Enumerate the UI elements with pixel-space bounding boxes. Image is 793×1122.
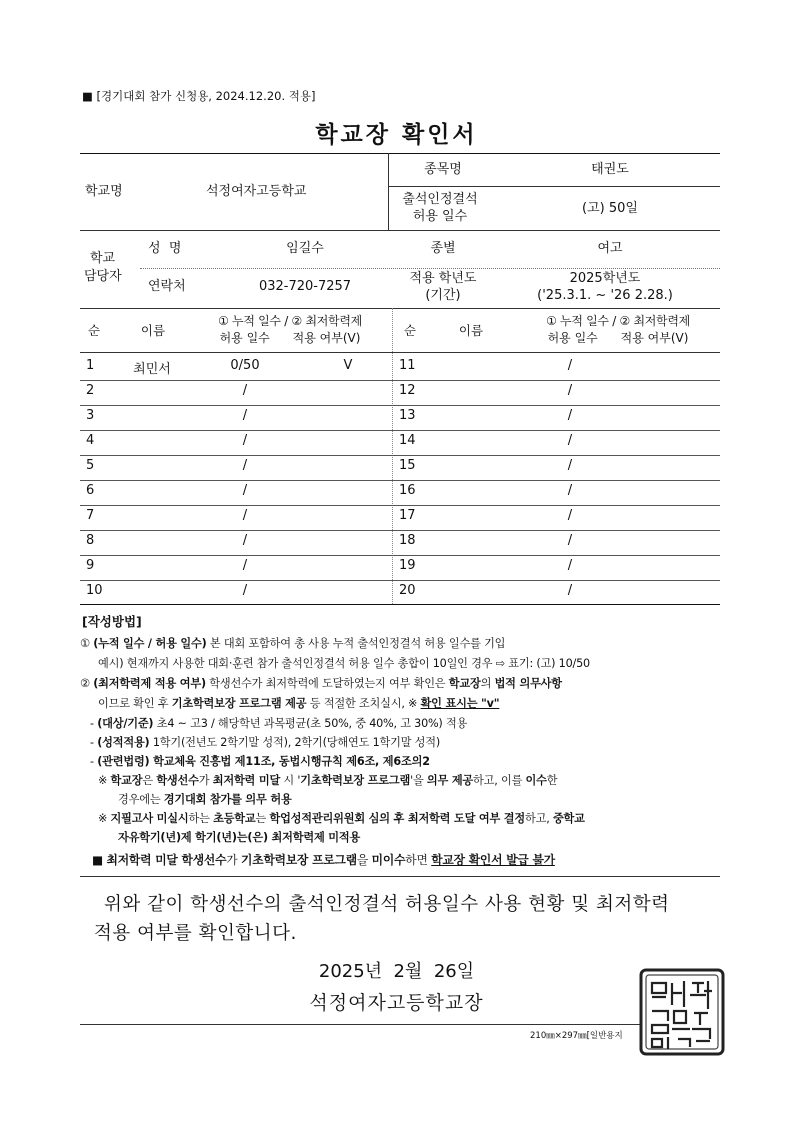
row-days: / xyxy=(567,458,573,473)
allowed-days-label-2: 허용 일수 xyxy=(412,209,468,224)
row-days: / xyxy=(242,583,248,598)
school-label: 학교명 xyxy=(85,184,123,199)
row-number: 6 xyxy=(86,483,95,498)
method-line-10: ※ 지필고사 미실시하는 초등학교는 학업성적관리위원회 심의 후 최저학력 도달 여부 결정하고, 중학교 xyxy=(98,812,585,825)
official-seal-stamp xyxy=(638,967,726,1057)
row-number: 13 xyxy=(399,408,416,423)
school-name: 석정여자고등학교 xyxy=(206,184,307,199)
method-line-5: - (대상/기준) 초4 ~ 고3 / 해당학년 과목평균(초 50%, 중 40%, 고 30%) 적용 xyxy=(90,717,468,730)
row-number: 7 xyxy=(86,508,95,523)
row-number: 8 xyxy=(86,533,95,548)
row-days: 0/50 xyxy=(230,358,260,373)
row-days: / xyxy=(567,358,573,373)
contact-label: 연락처 xyxy=(148,279,186,294)
contact-value: 032-720-7257 xyxy=(258,279,352,294)
row-number: 17 xyxy=(399,508,416,523)
header-no-left: 순 xyxy=(87,323,101,338)
header-days-right-1: ① 누적 일수 / ② 최저학력제 xyxy=(546,314,690,328)
row-days: / xyxy=(242,408,248,423)
warning-arrow-icon: ■ xyxy=(92,853,103,867)
row-days: / xyxy=(242,383,248,398)
method-line-3: ② (최저학력제 적용 여부) 학생선수가 최저학력에 도달하였는지 여부 확인은 학교장의 법적 의무사항 xyxy=(80,677,562,690)
row-check: V xyxy=(343,358,353,373)
row-days: / xyxy=(242,458,248,473)
name-label: 성 명 xyxy=(148,241,182,256)
row-days: / xyxy=(242,508,248,523)
row-days: / xyxy=(567,583,573,598)
header-name-right: 이름 xyxy=(458,323,484,338)
form-header-note: ■ [경기대회 참가 신청용, 2024.12.20. 적용] xyxy=(82,89,316,103)
allowed-days-value: (고) 50일 xyxy=(582,201,638,216)
row-days: / xyxy=(242,433,248,448)
row-number: 11 xyxy=(399,358,416,373)
row-number: 5 xyxy=(86,458,95,473)
confirmation-line-2: 적용 여부를 확인합니다. xyxy=(94,923,297,944)
row-days: / xyxy=(567,508,573,523)
method-line-8: ※ 학교장은 학생선수가 최저학력 미달 시 '기초학력보장 프로그램'을 의무 제공하고, 이를 이수한 xyxy=(98,774,558,787)
document-title: 학교장 확인서 xyxy=(315,122,478,148)
method-title: [작성방법] xyxy=(82,614,142,629)
warning-line: ■ 최저학력 미달 학생선수가 기초학력보장 프로그램을 미이수하면 학교장 확인서 발급 불가 xyxy=(92,853,555,867)
row-number: 20 xyxy=(399,583,416,598)
year-label-1: 적용 학년도 xyxy=(409,271,477,286)
method-line-2: 예시) 현재까지 사용한 대회·훈련 참가 출석인정결석 허용 일수 총합이 10일인 경우 ⇨ 표기: (고) 10/50 xyxy=(98,657,590,670)
manager-label-1: 학교 xyxy=(90,251,116,266)
allowed-days-label-1: 출석인정결석 xyxy=(402,192,478,207)
method-line-1: ① (누적 일수 / 허용 일수) 본 대회 포함하여 총 사용 누적 출석인정결석 허용 일수를 기입 xyxy=(80,637,506,650)
method-line-4: 이므로 확인 후 기초학력보장 프로그램 제공 등 적절한 조치실시, ※ 확인 표시는 "v" xyxy=(98,697,500,710)
issue-date: 2025년 2월 26일 xyxy=(318,961,475,982)
principal-name: 석정여자고등학교장 xyxy=(309,992,484,1014)
row-days: / xyxy=(567,433,573,448)
header-days-right-2: 허용 일수 적용 여부(V) xyxy=(547,331,689,345)
row-student-name: 최민서 xyxy=(133,362,171,377)
header-name-left: 이름 xyxy=(140,323,166,338)
gender-label: 종별 xyxy=(430,241,456,256)
row-days: / xyxy=(567,533,573,548)
row-number: 12 xyxy=(399,383,416,398)
confirmation-line-1: 위와 같이 학생선수의 출석인정결석 허용일수 사용 현황 및 최저학력 xyxy=(104,894,670,915)
row-number: 9 xyxy=(86,558,95,573)
row-number: 14 xyxy=(399,433,416,448)
row-days: / xyxy=(567,408,573,423)
manager-label-2: 담당자 xyxy=(84,269,122,284)
gender-value: 여고 xyxy=(597,241,623,256)
event-label: 종목명 xyxy=(424,162,462,177)
row-days: / xyxy=(242,533,248,548)
year-value-1: 2025학년도 xyxy=(569,271,641,286)
header-days-left-1: ① 누적 일수 / ② 최저학력제 xyxy=(218,314,362,328)
row-days: / xyxy=(242,558,248,573)
method-line-11: 자유학기(년)제 학기(년)는(은) 최저학력제 미적용 xyxy=(118,831,361,844)
row-number: 16 xyxy=(399,483,416,498)
method-line-7: - (관련법령) 학교체육 진흥법 제11조, 동법시행규칙 제6조, 제6조의2 xyxy=(90,755,430,768)
row-number: 10 xyxy=(86,583,103,598)
row-days: / xyxy=(242,483,248,498)
row-number: 15 xyxy=(399,458,416,473)
row-number: 1 xyxy=(86,358,95,373)
row-number: 3 xyxy=(86,408,95,423)
year-value-2: ('25.3.1. ~ '26 2.28.) xyxy=(537,288,673,303)
paper-size-note: 210㎜×297㎜[일반용지 xyxy=(530,1031,623,1041)
row-days: / xyxy=(567,558,573,573)
row-days: / xyxy=(567,483,573,498)
event-value: 태권도 xyxy=(591,162,629,177)
row-number: 19 xyxy=(399,558,416,573)
method-line-9: 경우에는 경기대회 참가를 의무 허용 xyxy=(118,793,292,806)
method-line-6: - (성적적용) 1학기(전년도 2학기말 성적), 2학기(당해연도 1학기말 성적) xyxy=(90,736,441,749)
row-number: 4 xyxy=(86,433,95,448)
name-value: 임길수 xyxy=(286,241,324,256)
header-days-left-2: 허용 일수 적용 여부(V) xyxy=(219,331,361,345)
row-number: 18 xyxy=(399,533,416,548)
year-label-2: (기간) xyxy=(425,288,461,303)
row-days: / xyxy=(567,383,573,398)
row-number: 2 xyxy=(86,383,95,398)
header-no-right: 순 xyxy=(403,323,417,338)
